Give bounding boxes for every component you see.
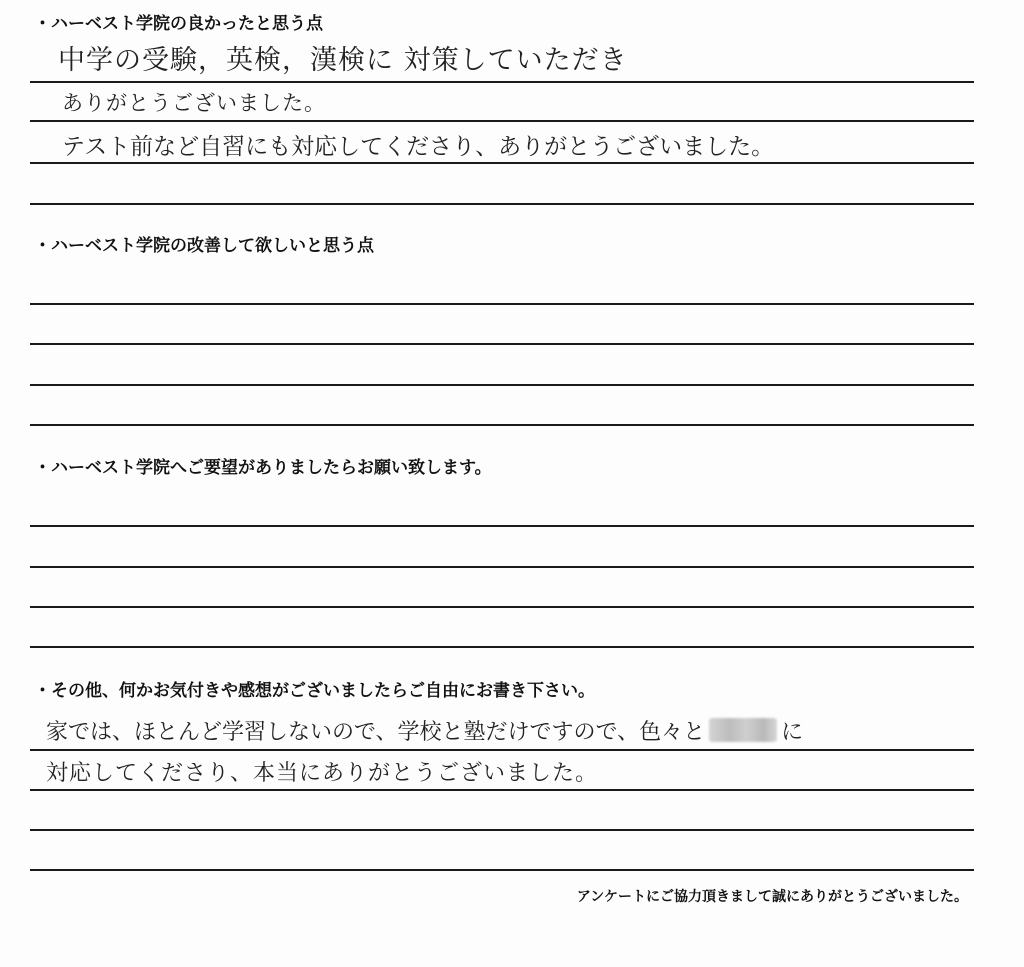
- answer-rule: [30, 303, 974, 305]
- answer-line: ありがとうございました。: [62, 91, 326, 115]
- answer-text: 家では、ほとんど学習しないので、学校と塾だけですので、色々と: [46, 720, 706, 745]
- redacted-text: [709, 718, 777, 742]
- answer-rule: [30, 566, 974, 568]
- answer-rule: [30, 606, 974, 608]
- answer-rule: [30, 749, 974, 751]
- answer-text: に: [781, 720, 804, 745]
- section-heading-good-points: ・ハーベスト学院の良かったと思う点: [34, 14, 323, 34]
- answer-rule: [30, 384, 974, 386]
- answer-rule: [30, 424, 974, 426]
- answer-rule: [30, 81, 974, 83]
- answer-rule: [30, 789, 974, 791]
- answer-line: 対応してくださり、本当にありがとうございました。: [46, 761, 599, 786]
- section-heading-improvements: ・ハーベスト学院の改善して欲しいと思う点: [34, 236, 374, 256]
- answer-line: テスト前など自習にも対応してくださり、ありがとうございました。: [62, 134, 775, 160]
- answer-rule: [30, 120, 974, 122]
- answer-rule: [30, 203, 974, 205]
- answer-rule: [30, 162, 974, 164]
- answer-rule: [30, 829, 974, 831]
- answer-rule: [30, 869, 974, 871]
- thank-you-footer: アンケートにご協力頂きまして誠にありがとうございました。: [576, 889, 968, 905]
- answer-line: [46, 716, 803, 750]
- answer-rule: [30, 646, 974, 648]
- answer-rule: [30, 343, 974, 345]
- section-heading-requests: ・ハーベスト学院へご要望がありましたらお願い致します。: [34, 458, 492, 478]
- section-heading-other-comments: ・その他、何かお気付きや感想がございましたらご自由にお書き下さい。: [34, 681, 595, 701]
- answer-rule: [30, 525, 974, 527]
- answer-line: 中学の受験，英検，漢検に 対策していただき: [58, 45, 628, 76]
